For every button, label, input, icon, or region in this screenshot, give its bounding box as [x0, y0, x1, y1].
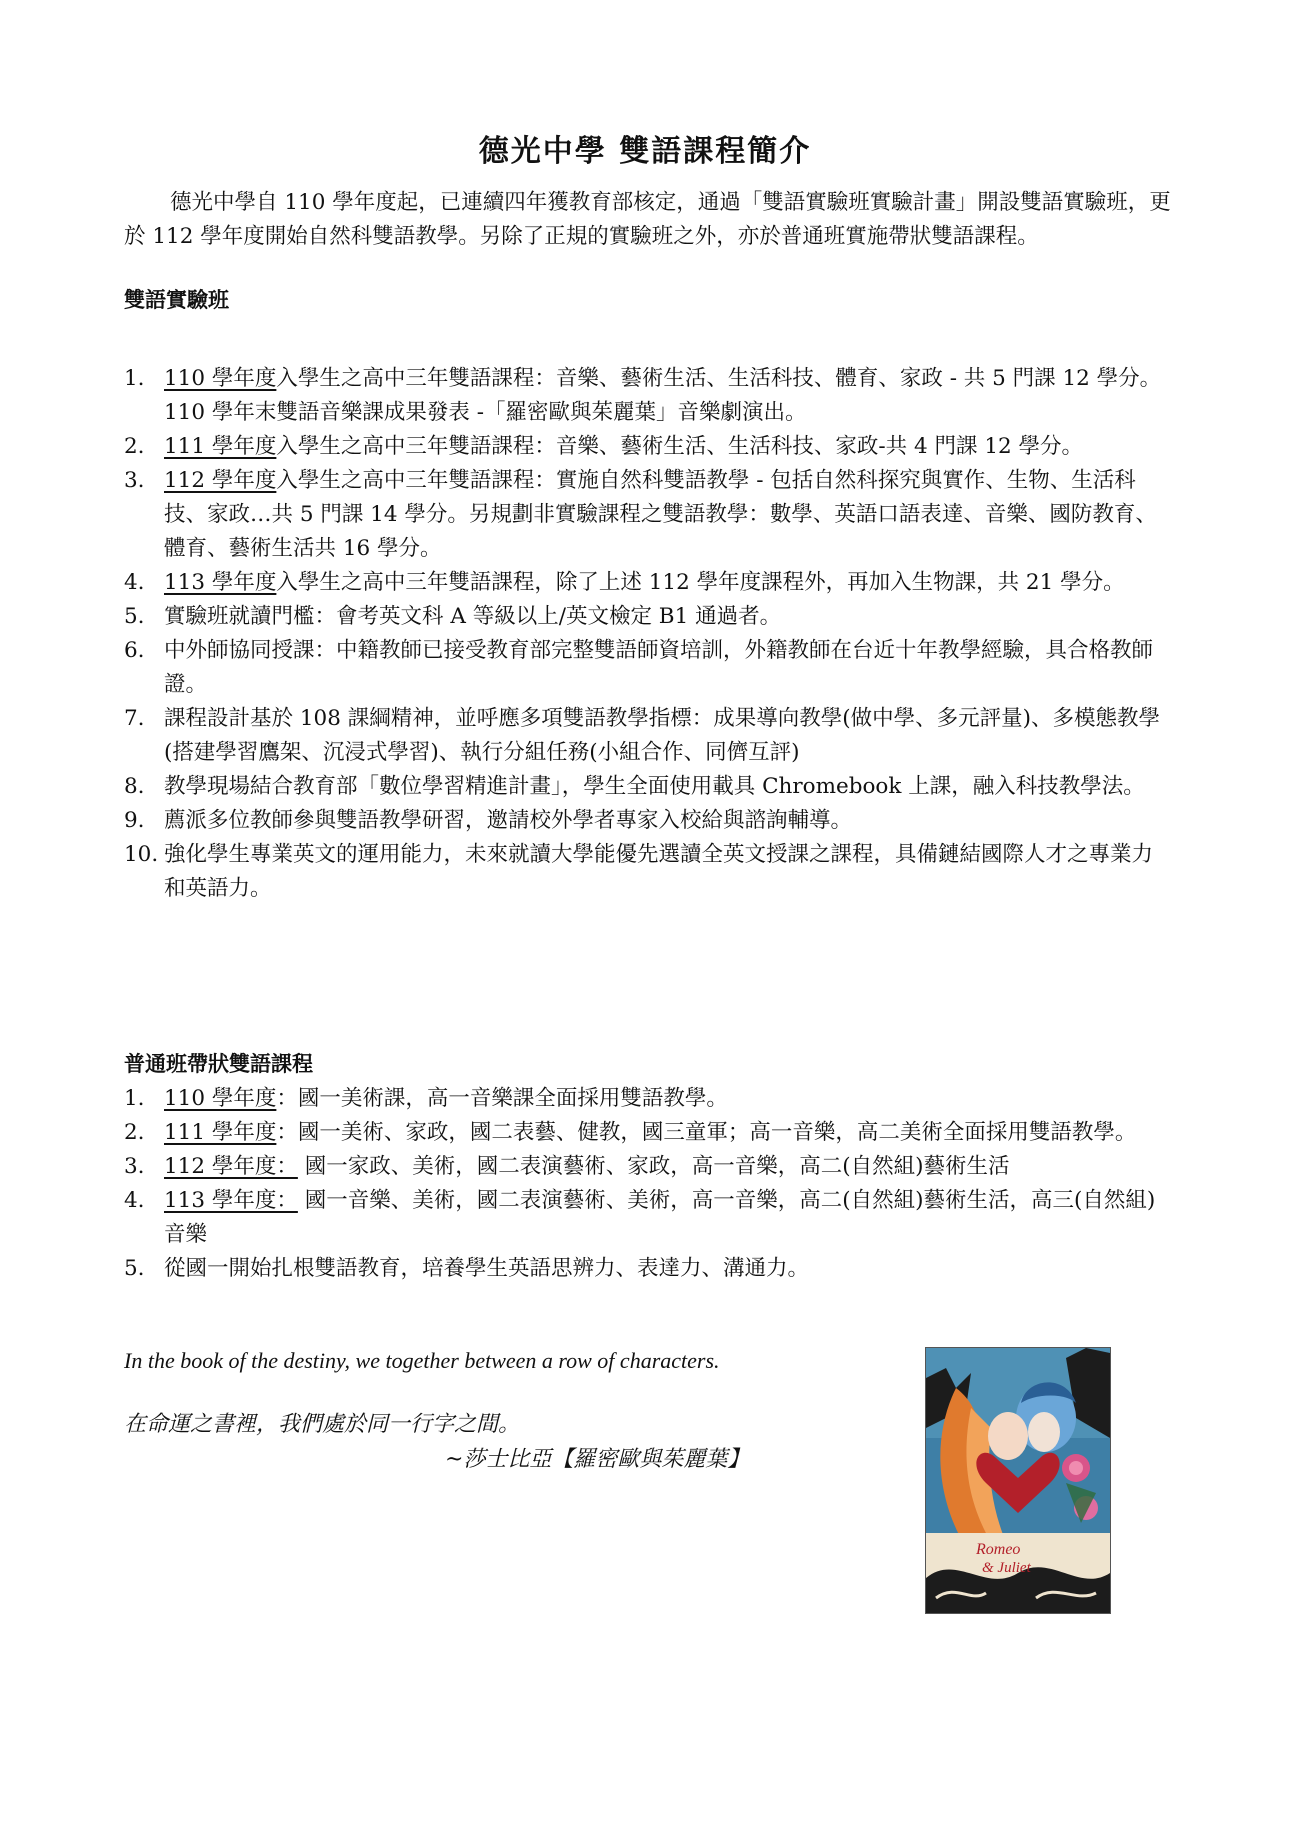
item-text: 國一家政、美術，國二表演藝術、家政，高一音樂，高二(自然組)藝術生活	[297, 1154, 1010, 1179]
list-item	[124, 634, 1174, 702]
item-number: 10.	[124, 842, 159, 867]
item-text: 入學生之高中三年雙語課程，除了上述 112 學年度課程外，再加入生物課，共 21 學分。	[276, 570, 1125, 595]
list-item	[124, 1184, 1174, 1252]
item-number: 3.	[124, 1154, 145, 1179]
item-text: 入學生之高中三年雙語課程：音樂、藝術生活、生活科技、體育、家政 - 共 5 門課 12 學分。110 學年末雙語音樂課成果發表 -「羅密歐與茱麗葉」音樂劇演出。	[164, 366, 1162, 425]
general-class-list	[124, 1082, 1174, 1286]
item-number: 9.	[124, 808, 145, 833]
quote-source: ~莎士比亞【羅密歐與茱麗葉】	[445, 1447, 750, 1472]
list-item	[124, 566, 1174, 600]
intro-paragraph: 德光中學自 110 學年度起，已連續四年獲教育部核定，通過「雙語實驗班實驗計畫」開設雙語實驗班，更於 112 學年度開始自然科雙語教學。另除了正規的實驗班之外，亦於普通班實施帶狀雙語課程。	[124, 190, 1171, 249]
item-year: 111 學年度	[164, 434, 277, 459]
item-number: 1.	[124, 366, 145, 391]
poster-illustration	[926, 1348, 1110, 1613]
item-year: 113 學年度	[164, 570, 277, 595]
list-item	[124, 838, 1174, 906]
item-number: 1.	[124, 1086, 145, 1111]
romeo-juliet-poster-image	[925, 1347, 1111, 1614]
item-text: 從國一開始扎根雙語教育，培養學生英語思辨力、表達力、溝通力。	[164, 1256, 810, 1281]
item-text: 教學現場結合教育部「數位學習精進計畫」，學生全面使用載具 Chromebook 上課，融入科技教學法。	[164, 774, 1145, 799]
item-year: 110 學年度	[164, 1086, 277, 1111]
list-item	[124, 464, 1174, 566]
poster-title-line2: & Juliet	[982, 1560, 1031, 1576]
item-text: 入學生之高中三年雙語課程：實施自然科雙語教學 - 包括自然科探究與實作、生物、生活科技、家政…共 5 門課 14 學分。另規劃非實驗課程之雙語教學：數學、英語口語表達、音樂、國防教育、體育、藝術生活共 16 學分。	[164, 468, 1157, 561]
item-number: 4.	[124, 570, 145, 595]
list-item	[124, 770, 1174, 804]
lab-class-heading: 雙語實驗班	[124, 287, 229, 312]
item-text: 中外師協同授課：中籍教師已接受教育部完整雙語師資培訓，外籍教師在台近十年教學經驗，具合格教師證。	[164, 638, 1154, 697]
list-item	[124, 804, 1174, 838]
item-number: 5.	[124, 1256, 145, 1281]
item-number: 3.	[124, 468, 145, 493]
item-year: 111 學年度	[164, 1120, 277, 1145]
item-text: 強化學生專業英文的運用能力，未來就讀大學能優先選讀全英文授課之課程，具備鏈結國際人才之專業力和英語力。	[164, 842, 1154, 901]
item-year: 113 學年度：	[164, 1188, 298, 1213]
list-item	[124, 430, 1174, 464]
poster-title-line1: Romeo	[976, 1541, 1021, 1558]
item-text: 課程設計基於 108 課綱精神，並呼應多項雙語教學指標：成果導向教學(做中學、多元評量)、多模態教學(搭建學習鷹架、沉浸式學習)、執行分組任務(小組合作、同儕互評)	[164, 706, 1160, 765]
item-number: 7.	[124, 706, 145, 731]
item-number: 6.	[124, 638, 145, 663]
quote-chinese: 在命運之書裡，我們處於同一行字之間。	[124, 1412, 521, 1437]
item-year: 112 學年度	[164, 468, 277, 493]
item-text: 薦派多位教師參與雙語教學研習，邀請校外學者專家入校給與諮詢輔導。	[164, 808, 853, 833]
item-text: 入學生之高中三年雙語課程：音樂、藝術生活、生活科技、家政-共 4 門課 12 學分。	[276, 434, 1084, 459]
list-item	[124, 702, 1174, 770]
page-title: 德光中學 雙語課程簡介	[478, 134, 812, 169]
item-text: 實驗班就讀門檻：會考英文科 A 等級以上/英文檢定 B1 通過者。	[164, 604, 782, 629]
item-number: 2.	[124, 434, 145, 459]
item-number: 5.	[124, 604, 145, 629]
list-item	[124, 600, 1174, 634]
quote-english: In the book of the destiny, we together between a row of characters.	[124, 1348, 720, 1373]
item-number: 2.	[124, 1120, 145, 1145]
item-text: ：國一美術課，高一音樂課全面採用雙語教學。	[276, 1086, 728, 1111]
item-number: 8.	[124, 774, 145, 799]
list-item	[124, 1252, 1174, 1286]
item-year: 110 學年度	[164, 366, 277, 391]
list-item	[124, 1150, 1174, 1184]
item-text: 國一音樂、美術，國二表演藝術、美術，高一音樂，高二(自然組)藝術生活，高三(自然組) 音樂	[164, 1188, 1156, 1247]
list-item	[124, 362, 1174, 430]
item-year: 112 學年度：	[164, 1154, 298, 1179]
lab-class-list	[124, 362, 1174, 906]
list-item	[124, 1116, 1174, 1150]
list-item	[124, 1082, 1174, 1116]
item-text: ：國一美術、家政，國二表藝、健教，國三童軍；高一音樂，高二美術全面採用雙語教學。	[276, 1120, 1137, 1145]
item-number: 4.	[124, 1188, 145, 1213]
general-class-heading: 普通班帶狀雙語課程	[124, 1051, 313, 1076]
